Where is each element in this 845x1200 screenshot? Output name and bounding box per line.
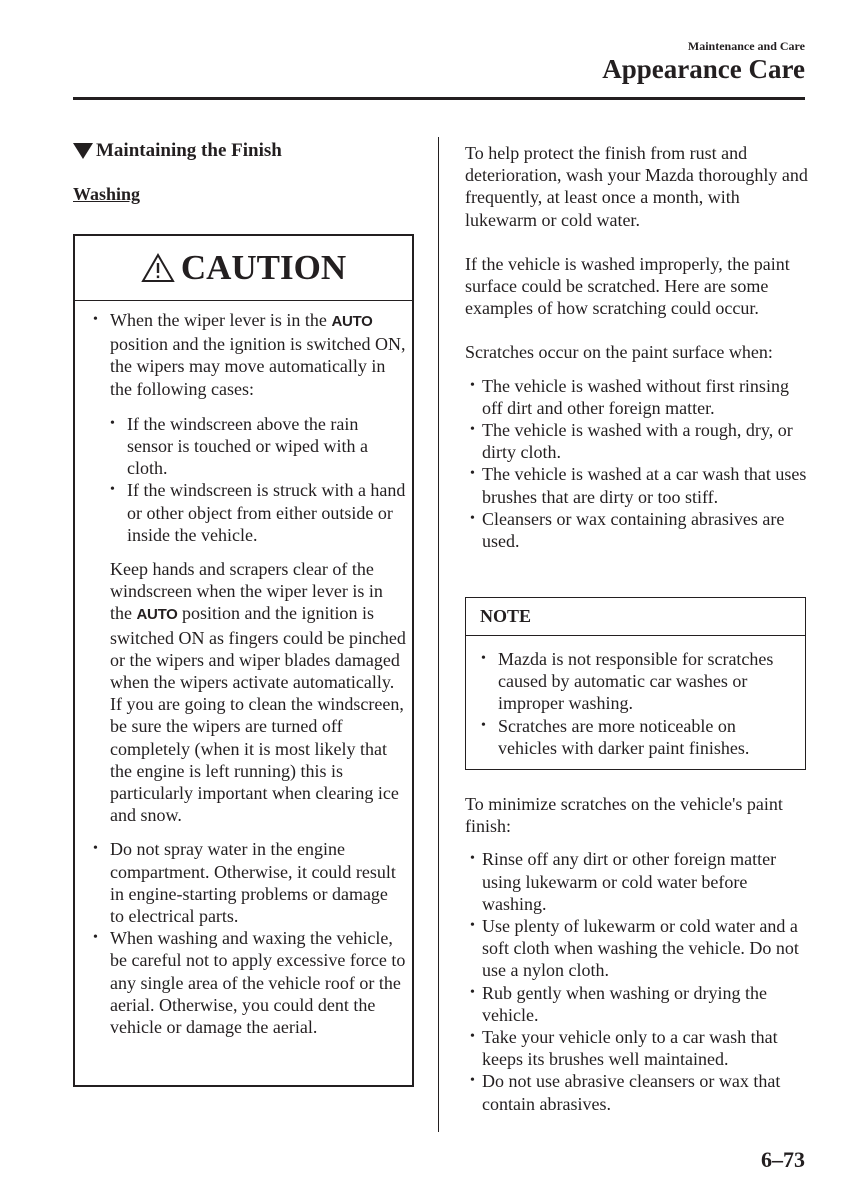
down-triangle-icon: [73, 143, 93, 159]
caution-body: [75, 301, 412, 1038]
caution-header: [75, 236, 412, 301]
note-box: [465, 597, 806, 770]
caution-subitem: • If the windscreen is struck with a hand or other object from either outside or inside the vehicle.: [110, 479, 406, 546]
page-title: Appearance Care: [602, 54, 805, 84]
section-heading: [73, 140, 418, 162]
list-item: • Rub gently when washing or drying the vehicle.: [465, 982, 810, 1026]
list-item: • Take your vehicle only to a car wash that keeps its brushes well maintained.: [465, 1026, 810, 1070]
caution-para-text: position and the ignition is switched ON as fingers could be pinched or the wipers and wiper blades damaged when the wipers activate automatically.: [110, 603, 406, 693]
section-heading-text: Maintaining the Finish: [96, 140, 282, 161]
tips-list: [465, 848, 810, 1114]
caution-item-text: position and the ignition is switched ON, the wipers may move automatically in the following cases:: [110, 334, 406, 399]
page-number: 6–73: [761, 1147, 805, 1172]
caution-subitem: • If the windscreen above the rain sensor is touched or wiped with a cloth.: [110, 413, 406, 480]
list-item: • The vehicle is washed without first rinsing off dirt and other foreign matter.: [465, 375, 810, 419]
list-item: • Rinse off any dirt or other foreign matter using lukewarm or cold water before washing.: [465, 848, 810, 915]
tips-section: [465, 793, 810, 1115]
auto-tag: AUTO: [331, 313, 373, 330]
caution-item-roof: • When washing and waxing the vehicle, be careful not to apply excessive force to any single area of the vehicle roof or the aerial. Otherwise, you could dent the vehicle or damage the aerial.: [93, 927, 406, 1038]
caution-sublist: [110, 413, 406, 546]
caution-label: CAUTION: [180, 248, 347, 287]
left-column: [73, 140, 418, 205]
list-item: • The vehicle is washed with a rough, dry, or dirty cloth.: [465, 419, 810, 463]
caution-item-text: When the wiper lever is in the: [110, 310, 332, 330]
column-divider: [438, 137, 439, 1132]
caution-item-wiper-auto: [93, 309, 406, 546]
header-rule: [73, 97, 805, 100]
section-name: Maintenance and Care: [687, 39, 805, 53]
list-item: • The vehicle is washed at a car wash that uses brushes that are dirty or too stiff.: [465, 463, 810, 507]
intro-paragraph: To help protect the finish from rust and deterioration, wash your Mazda thoroughly and frequently, at least once a month, with lukewarm or cold water.: [465, 143, 808, 230]
right-column: [465, 142, 810, 552]
note-item: • Mazda is not responsible for scratches caused by automatic car washes or improper washing.: [481, 648, 797, 715]
list-item: • Do not use abrasive cleansers or wax that contain abrasives.: [465, 1070, 810, 1114]
note-body: [466, 636, 805, 759]
warning-triangle-icon: [141, 253, 175, 283]
caution-item-engine: • Do not spray water in the engine compartment. Otherwise, it could result in engine-starting problems or damage to electrical parts.: [93, 838, 406, 927]
note-item: • Scratches are more noticeable on vehicles with darker paint finishes.: [481, 715, 797, 759]
caution-box: [73, 234, 414, 1087]
subheading-washing: Washing: [73, 184, 141, 204]
caution-paragraph: [93, 558, 406, 693]
list-item: • Use plenty of lukewarm or cold water and a soft cloth when washing the vehicle. Do not use a nylon cloth.: [465, 915, 810, 982]
scratch-intro: Scratches occur on the paint surface when:: [465, 342, 773, 363]
note-label: NOTE: [466, 598, 805, 636]
auto-tag: AUTO: [136, 606, 178, 624]
list-item: • Cleansers or wax containing abrasives are used.: [465, 508, 810, 552]
scratch-causes-list: [465, 375, 810, 553]
improper-wash-paragraph: If the vehicle is washed improperly, the paint surface could be scratched. Here are some examples of how scratching could occur.: [465, 253, 790, 319]
caution-para-text: Keep hands and scrapers clear of the windscreen when the wiper lever is in the: [110, 559, 383, 624]
caution-paragraph: If you are going to clean the windscreen, be sure the wipers are turned off completely (when it is most likely that the engine is left running) this is particularly important when clearing ice and snow.: [110, 694, 404, 826]
tips-intro: To minimize scratches on the vehicle's paint finish:: [465, 794, 783, 837]
